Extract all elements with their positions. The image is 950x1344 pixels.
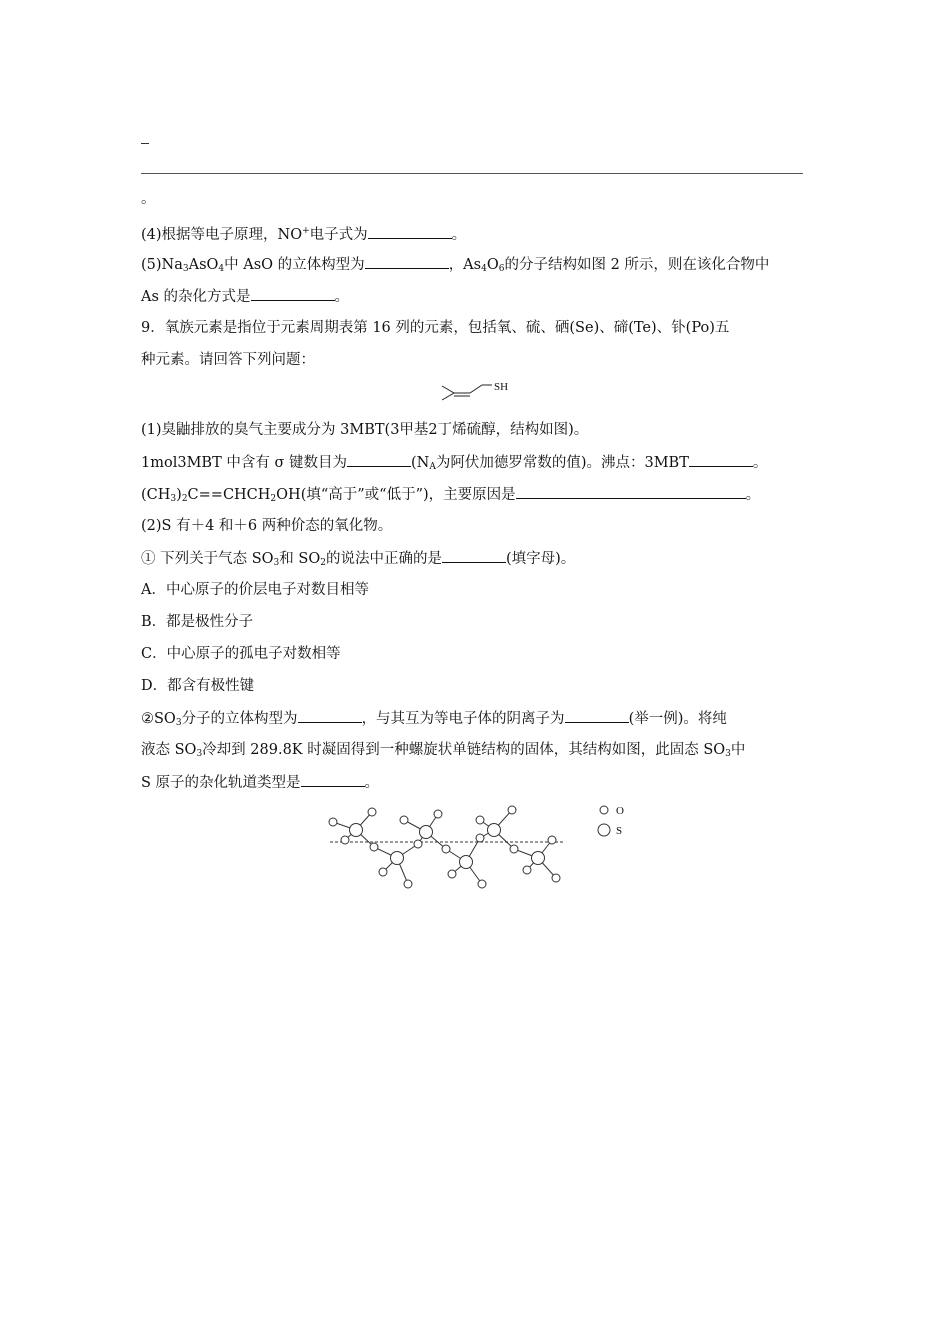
- answer-blank[interactable]: [347, 452, 411, 467]
- diagram-legend: [596, 802, 636, 842]
- question-9-2-part-2-line-3: S 原子的杂化轨道类型是 。: [141, 772, 379, 793]
- sulfur-legend-icon: [598, 824, 610, 836]
- question-9-1-line-2: 1mol3MBT 中含有 σ 键数目为 ($N_A$为阿伏加德罗常数的值)。沸点：3MBT 。: [141, 452, 767, 477]
- question-9-2-part-1: ① 下列关于气态 $SO_3$和 $SO_2$的说法中正确的是 (填字母)。: [141, 548, 575, 573]
- answer-rule: [141, 173, 803, 174]
- question-9-2-part-2-line-2: 液态 $SO_3$冷却到 289.8K 时凝固得到一种螺旋状单链结构的固体，其结构如图，此固态 $SO_3$中: [141, 742, 746, 759]
- question-9-2-intro: (2)S 有＋4 和＋6 两种价态的氧化物。: [141, 518, 393, 534]
- option-d[interactable]: D．都含有极性键: [141, 678, 255, 694]
- legend-label-o: O: [616, 805, 624, 817]
- answer-blank[interactable]: [565, 708, 629, 723]
- question-4: (4)根据等电子原理，NO+电子式为 。: [141, 226, 467, 243]
- oxygen-legend-icon: [600, 806, 608, 814]
- structure-label-sh: SH: [494, 381, 509, 393]
- question-5-line-2: As 的杂化方式是 。: [141, 286, 349, 307]
- short-dash-mark: [141, 143, 149, 144]
- answer-blank[interactable]: [365, 254, 449, 269]
- answer-blank[interactable]: [298, 708, 362, 723]
- answer-blank[interactable]: [516, 484, 746, 499]
- question-9-intro-1: 9．氧族元素是指位于元素周期表第 16 列的元素，包括氧、硫、硒(Se)、碲(Te)、钋(Po)五: [141, 320, 730, 336]
- answer-blank[interactable]: [442, 548, 506, 563]
- question-9-1-line-1: (1)臭鼬排放的臭气主要成分为 3MBT(3甲基2丁烯硫醇，结构如图)。: [141, 422, 589, 438]
- answer-blank[interactable]: [368, 224, 452, 239]
- answer-blank[interactable]: [689, 452, 753, 467]
- question-9-1-line-3: $(CH_3)_2C==CHCH_2OH$(填“高于”或“低于”)，主要原因是 。: [141, 484, 760, 509]
- question-9-intro-2: 种元素。请回答下列问题：: [141, 352, 315, 368]
- answer-blank[interactable]: [251, 286, 335, 301]
- question-9-2-part-2-line-1: $②SO_3$分子的立体构型为 ，与其互为等电子体的阴离子为 (举一例)。将纯: [141, 708, 727, 733]
- question-5-line-1: $(5)Na_3AsO_4$中 AsO 的立体构型为 ，$As_4O_6$的分子结构如图 2 所示，则在该化合物中: [141, 254, 769, 279]
- end-mark: 。: [141, 191, 156, 207]
- 3mbt-structure-diagram: [440, 376, 520, 406]
- option-a[interactable]: A．中心原子的价层电子对数目相等: [141, 582, 369, 598]
- legend-label-s: S: [616, 825, 623, 837]
- option-b[interactable]: B．都是极性分子: [141, 614, 254, 630]
- option-c[interactable]: C．中心原子的孤电子对数相等: [141, 646, 341, 662]
- answer-blank[interactable]: [301, 772, 365, 787]
- so3-chain-diagram: [320, 800, 580, 892]
